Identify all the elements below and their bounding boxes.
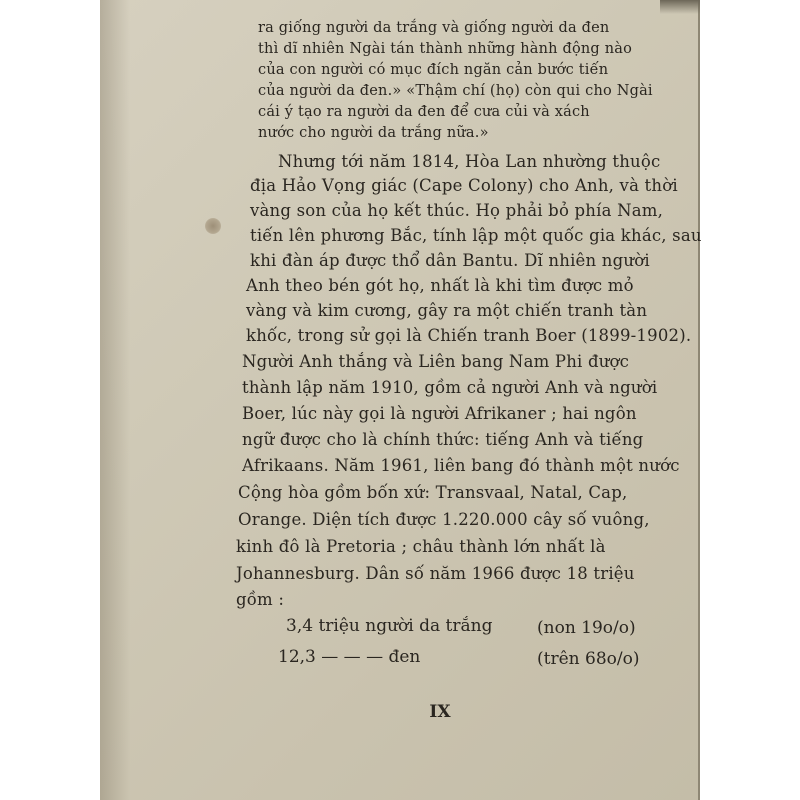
body-line: Johannesburg. Dân số năm 1966 được 18 triệu [236,564,635,583]
population-share: (non 19o/o) [537,618,636,638]
body-line: Boer, lúc này gọi là người Afrikaner ; hai ngôn [242,404,637,423]
body-line: Orange. Diện tích được 1.220.000 cây số vuông, [238,510,650,529]
body-line: Người Anh thắng và Liên bang Nam Phi được [242,352,630,371]
body-line: khi đàn áp được thổ dân Bantu. Dĩ nhiên người [250,251,650,270]
quote-line: nước cho người da trắng nữa.» [258,125,489,141]
body-line: Anh theo bén gót họ, nhất là khi tìm được mỏ [246,276,634,295]
book-page [100,0,700,800]
quote-line: ra giống người da trắng và giống người da đen [258,20,610,36]
page-edge [698,0,700,800]
paper-stain [205,218,221,234]
body-line: Nhưng tới năm 1814, Hòa Lan nhường thuộc [278,152,661,171]
body-line: gồm : [236,590,285,609]
population-share: (trên 68o/o) [537,649,640,669]
page-gutter-shadow [100,0,130,800]
population-label: 12,3 — — — đen [278,647,421,667]
body-line: vàng và kim cương, gây ra một chiến tranh tàn [246,301,648,320]
population-label: 3,4 triệu người da trắng [286,616,493,636]
quote-line: của con người có mục đích ngăn cản bước tiến [258,62,609,78]
body-line: ngữ được cho là chính thức: tiếng Anh và tiếng [242,430,644,449]
body-line: Cộng hòa gồm bốn xứ: Transvaal, Natal, Cap, [238,483,628,502]
body-line: kinh đô là Pretoria ; châu thành lớn nhất là [236,537,606,556]
body-line: thành lập năm 1910, gồm cả người Anh và người [242,378,658,397]
quote-line: của người da đen.» «Thậm chí (họ) còn qui cho Ngài [258,83,653,99]
page-number: IX [429,702,451,722]
quote-line: thì dĩ nhiên Ngài tán thành những hành động nào [258,41,633,57]
body-line: địa Hảo Vọng giác (Cape Colony) cho Anh, và thời [250,176,678,195]
body-line: khốc, trong sử gọi là Chiến tranh Boer (1899-1902). [246,326,692,345]
page-corner-shadow [660,0,700,14]
body-line: tiến lên phương Bắc, tính lập một quốc gia khác, sau [250,226,702,245]
quote-line: cái ý tạo ra người da đen để cưa củi và xách [258,104,590,120]
body-line: vàng son của họ kết thúc. Họ phải bỏ phía Nam, [250,201,664,220]
body-line: Afrikaans. Năm 1961, liên bang đó thành một nước [242,456,680,475]
